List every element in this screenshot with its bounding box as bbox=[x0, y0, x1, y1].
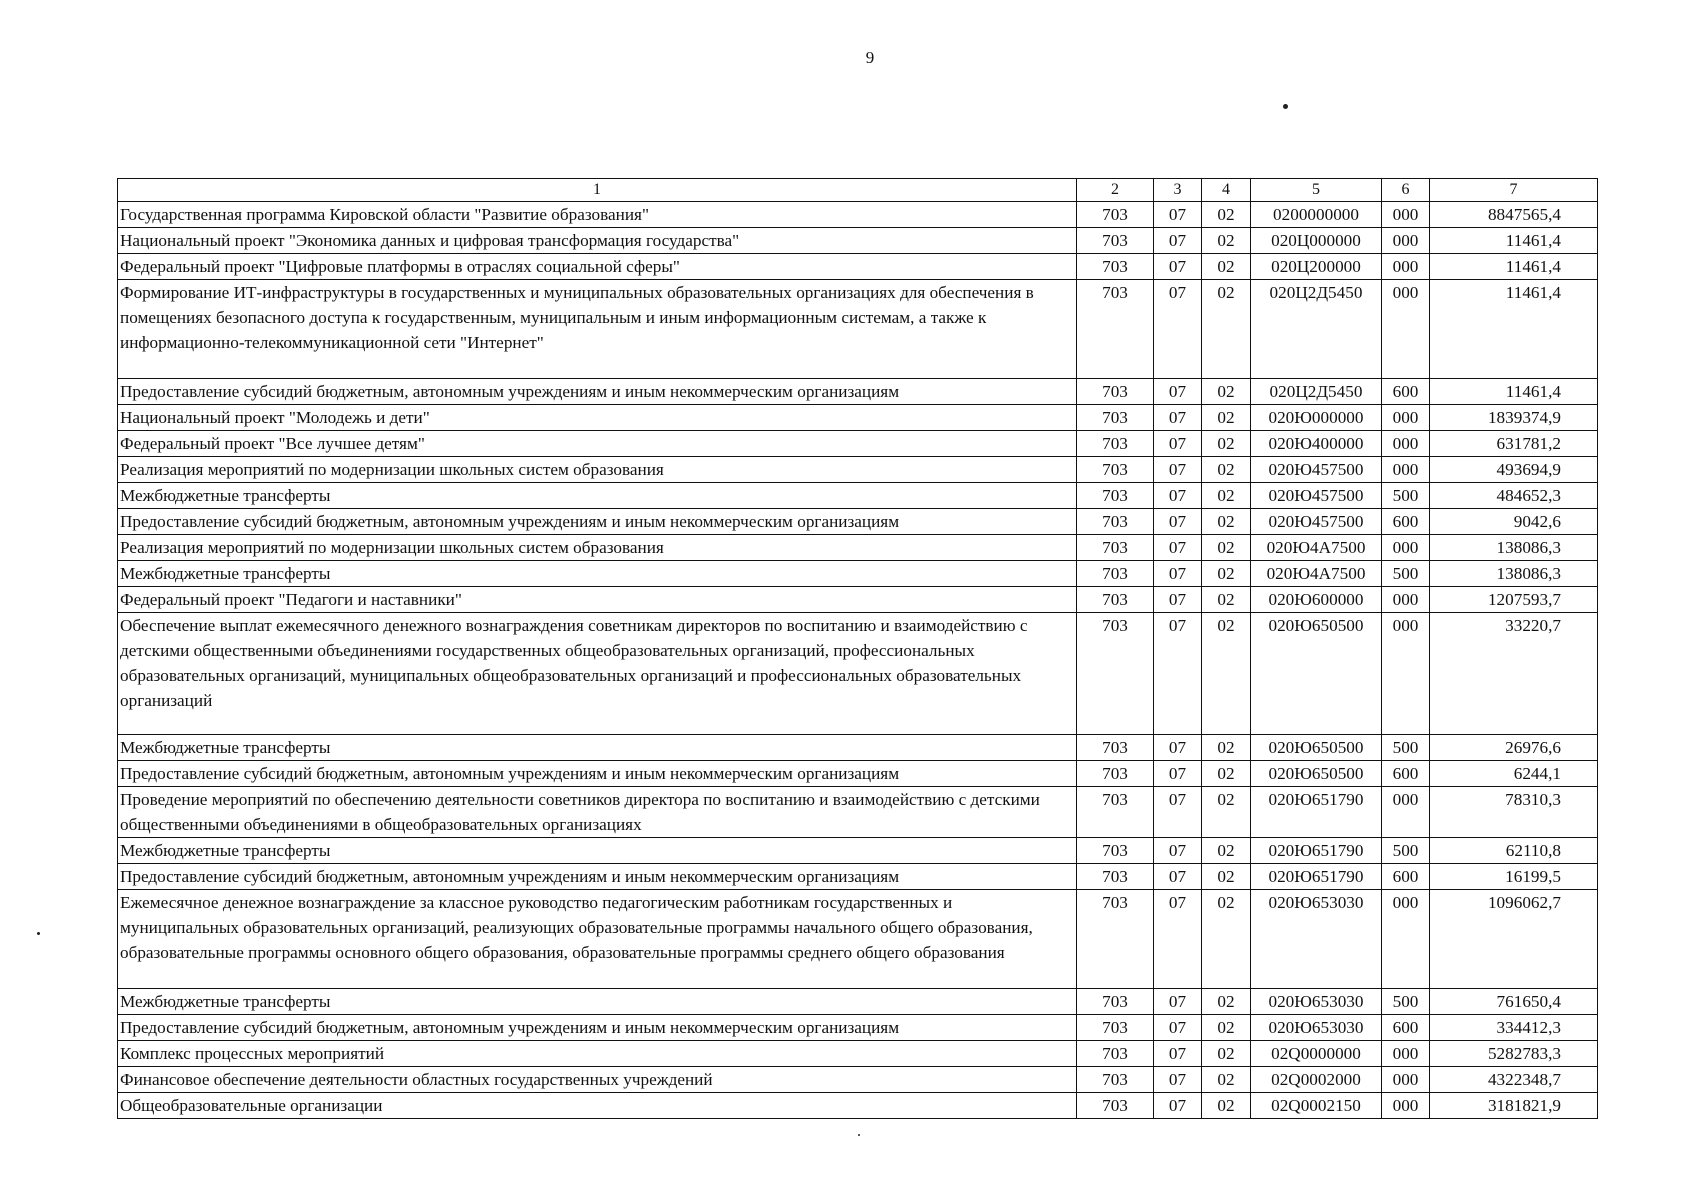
code-3-cell: 07 bbox=[1154, 787, 1202, 838]
code-2-cell: 703 bbox=[1077, 228, 1154, 254]
code-5-cell: 02Q0000000 bbox=[1251, 1041, 1382, 1067]
code-6-cell: 000 bbox=[1382, 202, 1430, 228]
table-row bbox=[118, 202, 1598, 228]
code-6-cell: 000 bbox=[1382, 457, 1430, 483]
code-6-cell: 000 bbox=[1382, 431, 1430, 457]
code-4-cell: 02 bbox=[1202, 838, 1251, 864]
table-row bbox=[118, 864, 1598, 890]
code-4-cell: 02 bbox=[1202, 202, 1251, 228]
code-4-cell: 02 bbox=[1202, 1067, 1251, 1093]
table-row bbox=[118, 787, 1598, 838]
code-6-cell: 000 bbox=[1382, 228, 1430, 254]
table-row bbox=[118, 1015, 1598, 1041]
table-row bbox=[118, 228, 1598, 254]
code-4-cell: 02 bbox=[1202, 535, 1251, 561]
table-row bbox=[118, 405, 1598, 431]
row-name-cell: Ежемесячное денежное вознаграждение за классное руководство педагогическим работникам государственных и муниципальных образовательных организаций, реализующих образовательные программы начального общего образования, образовательные программы основного общего образования, образовательные программы среднего общего образования bbox=[118, 890, 1077, 989]
code-6-cell: 600 bbox=[1382, 379, 1430, 405]
code-5-cell: 020Ю400000 bbox=[1251, 431, 1382, 457]
table-row bbox=[118, 431, 1598, 457]
amount-cell: 9042,6 bbox=[1430, 509, 1598, 535]
code-2-cell: 703 bbox=[1077, 431, 1154, 457]
code-4-cell: 02 bbox=[1202, 1093, 1251, 1119]
table-row bbox=[118, 483, 1598, 509]
code-4-cell: 02 bbox=[1202, 890, 1251, 989]
code-3-cell: 07 bbox=[1154, 1067, 1202, 1093]
code-4-cell: 02 bbox=[1202, 457, 1251, 483]
row-name-cell: Обеспечение выплат ежемесячного денежного вознаграждения советникам директоров по воспитанию и взаимодействию с детскими общественными объединениями государственных общеобразовательных организаций, профессиональных образовательных организаций, муниципальных общеобразовательных организаций и профессиональных образовательных организаций bbox=[118, 613, 1077, 735]
row-name-cell: Проведение мероприятий по обеспечению деятельности советников директора по воспитанию и взаимодействию с детскими общественными объединениями в общеобразовательных организациях bbox=[118, 787, 1077, 838]
code-6-cell: 600 bbox=[1382, 864, 1430, 890]
amount-cell: 761650,4 bbox=[1430, 989, 1598, 1015]
table-header-row bbox=[118, 179, 1598, 202]
column-header: 5 bbox=[1251, 179, 1382, 202]
amount-cell: 62110,8 bbox=[1430, 838, 1598, 864]
code-5-cell: 020Ю651790 bbox=[1251, 864, 1382, 890]
code-3-cell: 07 bbox=[1154, 864, 1202, 890]
code-2-cell: 703 bbox=[1077, 1067, 1154, 1093]
amount-cell: 26976,6 bbox=[1430, 735, 1598, 761]
code-4-cell: 02 bbox=[1202, 561, 1251, 587]
column-header: 6 bbox=[1382, 179, 1430, 202]
code-2-cell: 703 bbox=[1077, 838, 1154, 864]
row-name-cell: Федеральный проект "Педагоги и наставники" bbox=[118, 587, 1077, 613]
code-5-cell: 020Ц200000 bbox=[1251, 254, 1382, 280]
table-row bbox=[118, 509, 1598, 535]
code-3-cell: 07 bbox=[1154, 457, 1202, 483]
code-2-cell: 703 bbox=[1077, 1015, 1154, 1041]
table-row bbox=[118, 735, 1598, 761]
code-5-cell: 020Ю457500 bbox=[1251, 509, 1382, 535]
code-2-cell: 703 bbox=[1077, 457, 1154, 483]
code-6-cell: 000 bbox=[1382, 787, 1430, 838]
code-6-cell: 500 bbox=[1382, 561, 1430, 587]
code-5-cell: 020Ю600000 bbox=[1251, 587, 1382, 613]
amount-cell: 3181821,9 bbox=[1430, 1093, 1598, 1119]
code-6-cell: 000 bbox=[1382, 1093, 1430, 1119]
code-3-cell: 07 bbox=[1154, 735, 1202, 761]
code-6-cell: 000 bbox=[1382, 587, 1430, 613]
code-3-cell: 07 bbox=[1154, 890, 1202, 989]
code-5-cell: 020Ю650500 bbox=[1251, 761, 1382, 787]
code-2-cell: 703 bbox=[1077, 761, 1154, 787]
code-5-cell: 020Ю651790 bbox=[1251, 838, 1382, 864]
column-header: 1 bbox=[118, 179, 1077, 202]
code-4-cell: 02 bbox=[1202, 509, 1251, 535]
code-3-cell: 07 bbox=[1154, 228, 1202, 254]
code-6-cell: 500 bbox=[1382, 735, 1430, 761]
code-2-cell: 703 bbox=[1077, 202, 1154, 228]
table-row bbox=[118, 535, 1598, 561]
code-3-cell: 07 bbox=[1154, 379, 1202, 405]
scan-speck bbox=[37, 932, 40, 935]
amount-cell: 78310,3 bbox=[1430, 787, 1598, 838]
code-5-cell: 020Ю000000 bbox=[1251, 405, 1382, 431]
code-3-cell: 07 bbox=[1154, 989, 1202, 1015]
row-name-cell: Национальный проект "Экономика данных и цифровая трансформация государства" bbox=[118, 228, 1077, 254]
code-3-cell: 07 bbox=[1154, 509, 1202, 535]
row-name-cell: Межбюджетные трансферты bbox=[118, 483, 1077, 509]
code-4-cell: 02 bbox=[1202, 1015, 1251, 1041]
code-5-cell: 020Ю653030 bbox=[1251, 890, 1382, 989]
code-3-cell: 07 bbox=[1154, 254, 1202, 280]
code-5-cell: 02Q0002000 bbox=[1251, 1067, 1382, 1093]
amount-cell: 138086,3 bbox=[1430, 535, 1598, 561]
amount-cell: 16199,5 bbox=[1430, 864, 1598, 890]
code-5-cell: 020Ю4А7500 bbox=[1251, 535, 1382, 561]
amount-cell: 1096062,7 bbox=[1430, 890, 1598, 989]
code-3-cell: 07 bbox=[1154, 405, 1202, 431]
code-3-cell: 07 bbox=[1154, 431, 1202, 457]
code-2-cell: 703 bbox=[1077, 735, 1154, 761]
code-2-cell: 703 bbox=[1077, 379, 1154, 405]
code-2-cell: 703 bbox=[1077, 254, 1154, 280]
code-5-cell: 020Ю4А7500 bbox=[1251, 561, 1382, 587]
code-6-cell: 000 bbox=[1382, 1041, 1430, 1067]
row-name-cell: Финансовое обеспечение деятельности областных государственных учреждений bbox=[118, 1067, 1077, 1093]
code-6-cell: 000 bbox=[1382, 405, 1430, 431]
table-row bbox=[118, 613, 1598, 735]
amount-cell: 493694,9 bbox=[1430, 457, 1598, 483]
amount-cell: 11461,4 bbox=[1430, 280, 1598, 379]
table-row bbox=[118, 457, 1598, 483]
code-4-cell: 02 bbox=[1202, 431, 1251, 457]
code-5-cell: 020Ю650500 bbox=[1251, 613, 1382, 735]
row-name-cell: Комплекс процессных мероприятий bbox=[118, 1041, 1077, 1067]
scan-speck bbox=[858, 1134, 860, 1136]
row-name-cell: Федеральный проект "Цифровые платформы в отраслях социальной сферы" bbox=[118, 254, 1077, 280]
code-4-cell: 02 bbox=[1202, 787, 1251, 838]
code-6-cell: 000 bbox=[1382, 890, 1430, 989]
row-name-cell: Предоставление субсидий бюджетным, автономным учреждениям и иным некоммерческим организациям bbox=[118, 864, 1077, 890]
table-row bbox=[118, 838, 1598, 864]
table-row bbox=[118, 989, 1598, 1015]
row-name-cell: Федеральный проект "Все лучшее детям" bbox=[118, 431, 1077, 457]
amount-cell: 4322348,7 bbox=[1430, 1067, 1598, 1093]
amount-cell: 1207593,7 bbox=[1430, 587, 1598, 613]
row-name-cell: Предоставление субсидий бюджетным, автономным учреждениям и иным некоммерческим организациям bbox=[118, 761, 1077, 787]
code-6-cell: 000 bbox=[1382, 1067, 1430, 1093]
code-4-cell: 02 bbox=[1202, 989, 1251, 1015]
code-5-cell: 020Ц2Д5450 bbox=[1251, 280, 1382, 379]
code-4-cell: 02 bbox=[1202, 587, 1251, 613]
table-row bbox=[118, 761, 1598, 787]
table-row bbox=[118, 587, 1598, 613]
code-6-cell: 500 bbox=[1382, 989, 1430, 1015]
table-row bbox=[118, 1067, 1598, 1093]
code-5-cell: 020Ю651790 bbox=[1251, 787, 1382, 838]
table-row bbox=[118, 561, 1598, 587]
code-3-cell: 07 bbox=[1154, 1093, 1202, 1119]
amount-cell: 33220,7 bbox=[1430, 613, 1598, 735]
code-5-cell: 02Q0002150 bbox=[1251, 1093, 1382, 1119]
code-3-cell: 07 bbox=[1154, 613, 1202, 735]
code-6-cell: 000 bbox=[1382, 254, 1430, 280]
code-6-cell: 600 bbox=[1382, 509, 1430, 535]
code-6-cell: 600 bbox=[1382, 1015, 1430, 1041]
row-name-cell: Межбюджетные трансферты bbox=[118, 561, 1077, 587]
row-name-cell: Формирование ИТ-инфраструктуры в государственных и муниципальных образовательных организациях для обеспечения в помещениях безопасного доступа к государственным, муниципальным и иным информационным системам, а также к информационно-телекоммуникационной сети "Интернет" bbox=[118, 280, 1077, 379]
code-2-cell: 703 bbox=[1077, 280, 1154, 379]
column-header: 7 bbox=[1430, 179, 1598, 202]
code-5-cell: 020Ю457500 bbox=[1251, 457, 1382, 483]
column-header: 3 bbox=[1154, 179, 1202, 202]
amount-cell: 11461,4 bbox=[1430, 254, 1598, 280]
page-number: 9 bbox=[865, 48, 875, 67]
code-2-cell: 703 bbox=[1077, 890, 1154, 989]
code-3-cell: 07 bbox=[1154, 483, 1202, 509]
code-6-cell: 000 bbox=[1382, 613, 1430, 735]
code-2-cell: 703 bbox=[1077, 787, 1154, 838]
code-2-cell: 703 bbox=[1077, 483, 1154, 509]
row-name-cell: Предоставление субсидий бюджетным, автономным учреждениям и иным некоммерческим организациям bbox=[118, 379, 1077, 405]
row-name-cell: Предоставление субсидий бюджетным, автономным учреждениям и иным некоммерческим организациям bbox=[118, 1015, 1077, 1041]
amount-cell: 138086,3 bbox=[1430, 561, 1598, 587]
code-5-cell: 020Ю457500 bbox=[1251, 483, 1382, 509]
code-4-cell: 02 bbox=[1202, 864, 1251, 890]
amount-cell: 8847565,4 bbox=[1430, 202, 1598, 228]
amount-cell: 1839374,9 bbox=[1430, 405, 1598, 431]
code-3-cell: 07 bbox=[1154, 587, 1202, 613]
code-2-cell: 703 bbox=[1077, 989, 1154, 1015]
code-2-cell: 703 bbox=[1077, 535, 1154, 561]
column-header: 4 bbox=[1202, 179, 1251, 202]
table-row bbox=[118, 1093, 1598, 1119]
row-name-cell: Реализация мероприятий по модернизации школьных систем образования bbox=[118, 535, 1077, 561]
amount-cell: 484652,3 bbox=[1430, 483, 1598, 509]
scan-speck bbox=[1283, 104, 1288, 109]
code-4-cell: 02 bbox=[1202, 761, 1251, 787]
code-4-cell: 02 bbox=[1202, 483, 1251, 509]
code-3-cell: 07 bbox=[1154, 202, 1202, 228]
code-4-cell: 02 bbox=[1202, 1041, 1251, 1067]
code-6-cell: 500 bbox=[1382, 483, 1430, 509]
amount-cell: 6244,1 bbox=[1430, 761, 1598, 787]
row-name-cell: Предоставление субсидий бюджетным, автономным учреждениям и иным некоммерческим организациям bbox=[118, 509, 1077, 535]
amount-cell: 631781,2 bbox=[1430, 431, 1598, 457]
column-header: 2 bbox=[1077, 179, 1154, 202]
code-4-cell: 02 bbox=[1202, 379, 1251, 405]
code-2-cell: 703 bbox=[1077, 561, 1154, 587]
code-4-cell: 02 bbox=[1202, 613, 1251, 735]
code-2-cell: 703 bbox=[1077, 405, 1154, 431]
code-2-cell: 703 bbox=[1077, 509, 1154, 535]
code-5-cell: 020Ц000000 bbox=[1251, 228, 1382, 254]
table-row bbox=[118, 890, 1598, 989]
code-5-cell: 020Ю653030 bbox=[1251, 1015, 1382, 1041]
row-name-cell: Национальный проект "Молодежь и дети" bbox=[118, 405, 1077, 431]
code-3-cell: 07 bbox=[1154, 280, 1202, 379]
row-name-cell: Государственная программа Кировской области "Развитие образования" bbox=[118, 202, 1077, 228]
code-4-cell: 02 bbox=[1202, 254, 1251, 280]
row-name-cell: Общеобразовательные организации bbox=[118, 1093, 1077, 1119]
row-name-cell: Межбюджетные трансферты bbox=[118, 838, 1077, 864]
row-name-cell: Межбюджетные трансферты bbox=[118, 735, 1077, 761]
code-3-cell: 07 bbox=[1154, 1041, 1202, 1067]
code-2-cell: 703 bbox=[1077, 1041, 1154, 1067]
amount-cell: 11461,4 bbox=[1430, 228, 1598, 254]
code-2-cell: 703 bbox=[1077, 613, 1154, 735]
row-name-cell: Межбюджетные трансферты bbox=[118, 989, 1077, 1015]
code-2-cell: 703 bbox=[1077, 864, 1154, 890]
code-4-cell: 02 bbox=[1202, 405, 1251, 431]
amount-cell: 5282783,3 bbox=[1430, 1041, 1598, 1067]
table-row bbox=[118, 254, 1598, 280]
code-2-cell: 703 bbox=[1077, 587, 1154, 613]
row-name-cell: Реализация мероприятий по модернизации школьных систем образования bbox=[118, 457, 1077, 483]
code-6-cell: 000 bbox=[1382, 280, 1430, 379]
code-5-cell: 020Ю650500 bbox=[1251, 735, 1382, 761]
code-3-cell: 07 bbox=[1154, 761, 1202, 787]
code-6-cell: 500 bbox=[1382, 838, 1430, 864]
table-row bbox=[118, 1041, 1598, 1067]
amount-cell: 11461,4 bbox=[1430, 379, 1598, 405]
code-5-cell: 020Ю653030 bbox=[1251, 989, 1382, 1015]
code-4-cell: 02 bbox=[1202, 228, 1251, 254]
code-6-cell: 600 bbox=[1382, 761, 1430, 787]
code-5-cell: 0200000000 bbox=[1251, 202, 1382, 228]
table-row bbox=[118, 280, 1598, 379]
code-2-cell: 703 bbox=[1077, 1093, 1154, 1119]
code-3-cell: 07 bbox=[1154, 561, 1202, 587]
code-3-cell: 07 bbox=[1154, 1015, 1202, 1041]
code-5-cell: 020Ц2Д5450 bbox=[1251, 379, 1382, 405]
code-3-cell: 07 bbox=[1154, 535, 1202, 561]
budget-table bbox=[117, 178, 1598, 1119]
code-6-cell: 000 bbox=[1382, 535, 1430, 561]
amount-cell: 334412,3 bbox=[1430, 1015, 1598, 1041]
table-row bbox=[118, 379, 1598, 405]
code-3-cell: 07 bbox=[1154, 838, 1202, 864]
code-4-cell: 02 bbox=[1202, 735, 1251, 761]
code-4-cell: 02 bbox=[1202, 280, 1251, 379]
